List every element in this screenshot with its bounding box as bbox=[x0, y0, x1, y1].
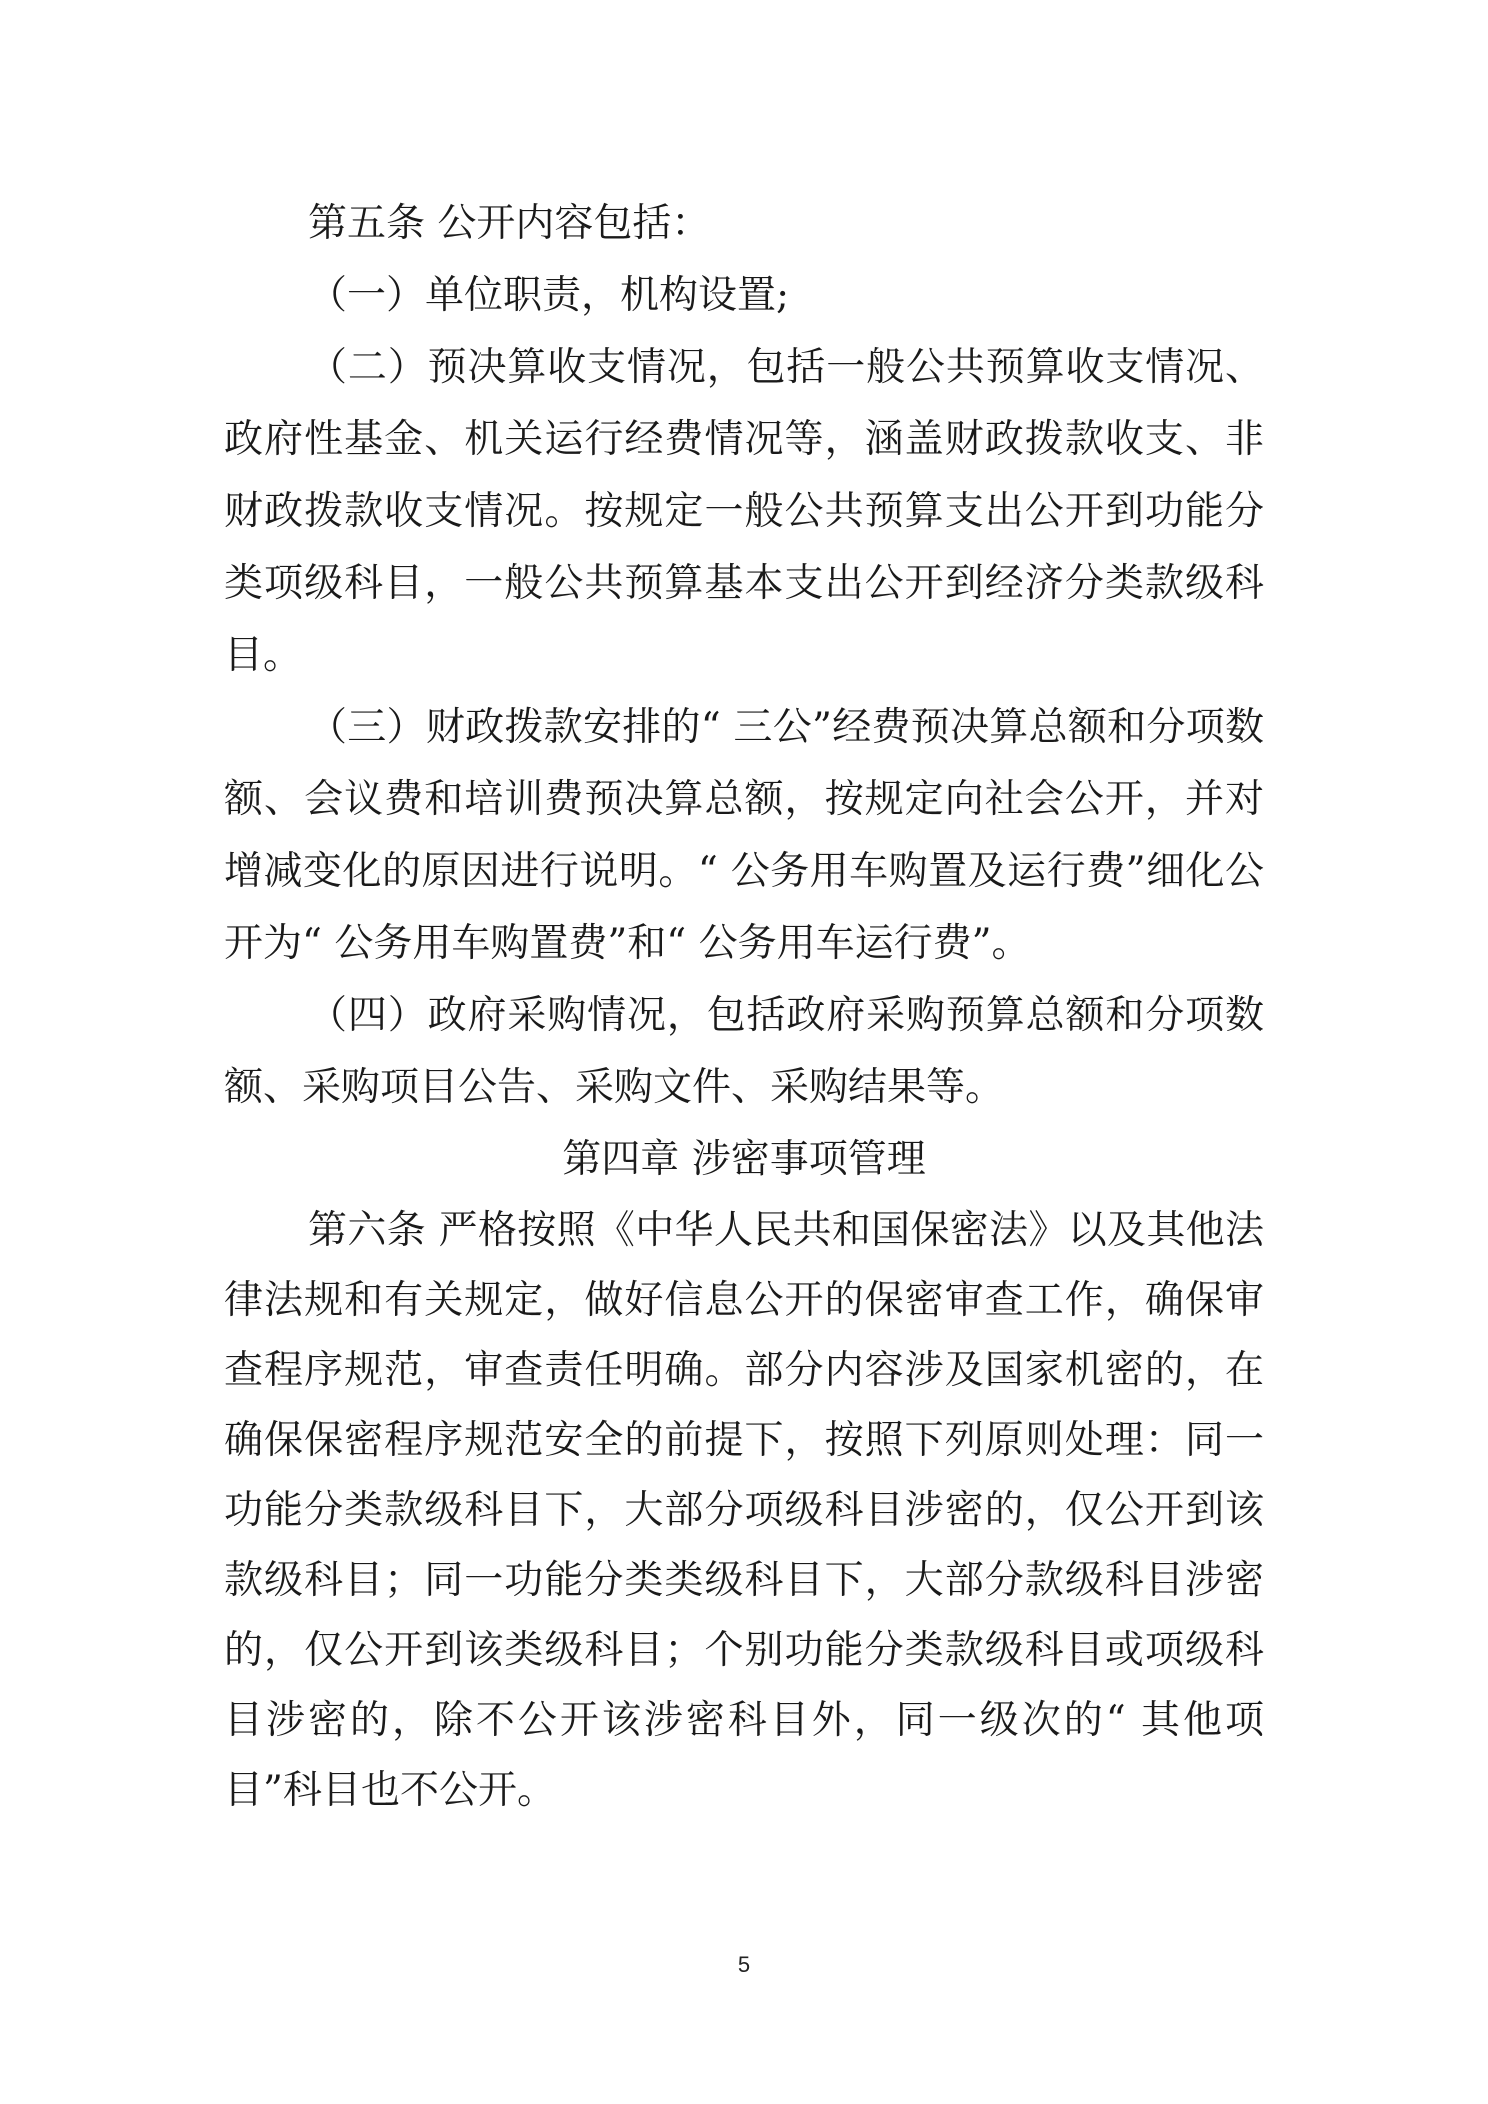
article-six: 第六条 严格按照《中华人民共和国保密法》以及其他法律法规和有关规定，做好信息公开的保密审查工作，确保审查程序规范，审查责任明确。部分内容涉及国家机密的，在确保保密程序规范安全的前提下，按照下列原则处理：同一功能分类款级科目下，大部分项级科目涉密的，仅公开到该款级科目；同一功能分类类级科目下，大部分款级科目涉密的，仅公开到该类级科目；个别功能分类款级科目或项级科目涉密的，除不公开该涉密科目外，同一级次的“ 其他项目”科目也不公开。 bbox=[224, 1208, 1264, 1813]
item-one: （一）单位职责，机构设置; bbox=[308, 273, 790, 318]
page-number: 5 bbox=[737, 1952, 751, 1977]
item-three: （三）财政拨款安排的“ 三公”经费预决算总额和分项数额、会议费和培训费预决算总额，按规定向社会公开，并对增减变化的原因进行说明。“ 公务用车购置及运行费”细化公开为“ 公务用车购置费”和“ 公务用车运行费”。 bbox=[224, 705, 1264, 966]
item-two: （二）预决算收支情况，包括一般公共预算收支情况、政府性基金、机关运行经费情况等，涵盖财政拨款收支、非财政拨款收支情况。按规定一般公共预算支出公开到功能分类项级科目，一般公共预算基本支出公开到经济分类款级科目。 bbox=[224, 345, 1264, 678]
chapter-heading: 第四章 涉密事项管理 bbox=[562, 1137, 926, 1182]
article-five-heading: 第五条 公开内容包括： bbox=[308, 201, 711, 246]
document-body bbox=[224, 188, 1264, 1826]
item-four: （四）政府采购情况，包括政府采购预算总额和分项数额、采购项目公告、采购文件、采购结果等。 bbox=[224, 993, 1264, 1110]
